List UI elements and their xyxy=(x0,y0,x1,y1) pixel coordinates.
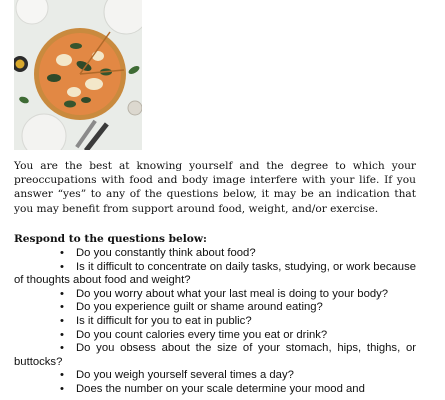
question-text: Do you count calories every time you eat or drink? xyxy=(76,328,328,341)
bullet-icon: • xyxy=(60,260,64,273)
bullet-icon: • xyxy=(60,369,64,382)
question-item xyxy=(14,329,416,343)
question-item xyxy=(14,261,416,288)
bullet-icon: • xyxy=(60,314,64,327)
question-text: Do you obsess about the size of your stomach, hips, thighs, or buttocks? xyxy=(14,342,416,368)
question-item xyxy=(14,247,416,261)
question-text: Do you constantly think about food? xyxy=(76,247,256,259)
question-item xyxy=(14,301,416,315)
bullet-icon: • xyxy=(60,342,64,355)
question-text: Do you experience guilt or shame around eating? xyxy=(76,301,323,314)
question-item xyxy=(14,383,416,397)
pizza-photo xyxy=(14,0,142,150)
questions-heading: Respond to the questions below: xyxy=(14,233,207,245)
question-text: Is it difficult for you to eat in public? xyxy=(76,314,252,327)
question-item xyxy=(14,315,416,329)
question-text: Does the number on your scale determine your mood and xyxy=(76,382,365,395)
intro-paragraph: You are the best at knowing yourself and the degree to which your preoccupations with food and body image interfere with your life. If you answer “yes” to any of the questions below, it may be an indication that you may benefit from support around food, weight, and/or exercise. xyxy=(14,160,416,215)
bullet-icon: • xyxy=(60,328,64,341)
bullet-icon: • xyxy=(60,301,64,314)
question-item xyxy=(14,369,416,383)
question-item xyxy=(14,342,416,369)
question-item xyxy=(14,288,416,302)
bullet-icon: • xyxy=(60,247,64,259)
bullet-icon: • xyxy=(60,287,64,300)
bullet-icon: • xyxy=(60,382,64,395)
question-text: Do you worry about what your last meal is doing to your body? xyxy=(76,287,389,300)
question-text: Do you weigh yourself several times a day? xyxy=(76,369,294,382)
question-text: Is it difficult to concentrate on daily tasks, studying, or work because of thoughts about food and weight? xyxy=(14,260,416,287)
questions-list xyxy=(14,247,416,397)
